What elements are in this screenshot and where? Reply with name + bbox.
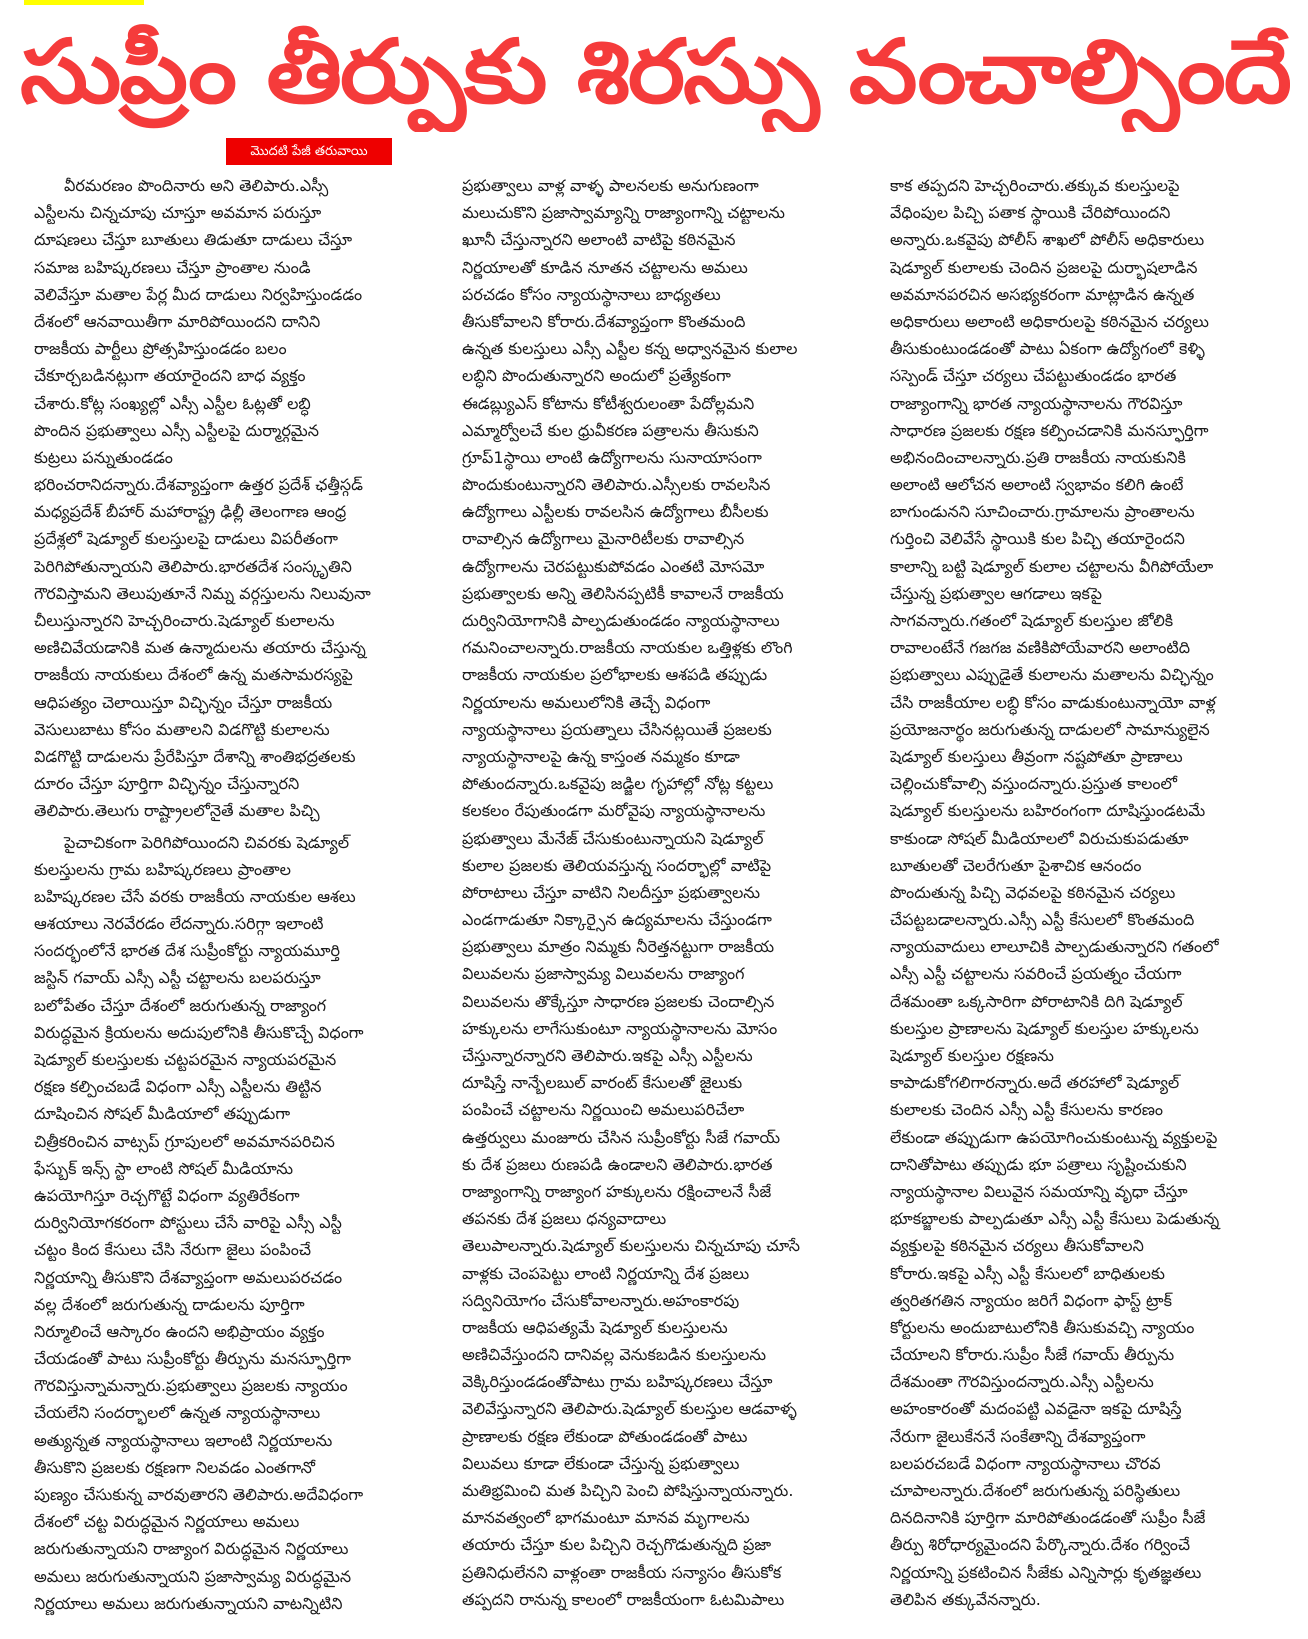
text-line: వల్ల దేశంలో జరుగుతున్న దాడులను పూర్తిగా xyxy=(34,1294,305,1314)
text-line: రక్షణ కల్పించబడే విధంగా ఎస్సీ ఎస్టీలను తిట్టిన xyxy=(34,1077,322,1097)
text-line: బలోపేతం చేస్తూ దేశంలో జరుగుతున్న రాజ్యాంగ xyxy=(34,995,327,1015)
text-line: అహంకారంతో మదంపట్టి ఎవడైనా ఇకపై దూషిస్తే xyxy=(890,1399,1182,1419)
text-line: తీసుకోవాలని కోరారు.దేశవ్యాప్తంగా కొంతమంది xyxy=(462,311,746,331)
text-line: దేశంలో చట్ట విరుద్ధమైన నిర్ణయాలు అమలు xyxy=(34,1512,300,1532)
text-line: గమనించాలన్నారు.రాజకీయ నాయకుల ఒత్తిళ్లకు లొంగి xyxy=(462,638,793,658)
text-line: అణిచివేస్తుందని దానివల్ల వెనుకబడిన కులస్తులను xyxy=(462,1345,767,1365)
text-line: బూతులతో చెలరేగుతూ పైశాచిక ఆనందం xyxy=(890,855,1142,875)
text-line: చీలుస్తున్నారని హెచ్చరించారు.షెడ్యూల్ కులాలను xyxy=(34,611,335,630)
text-line: ఎస్సీ ఎస్టీ చట్టాలను సవరించే ప్రయత్నం చేయగా xyxy=(890,964,1182,984)
text-line: విడగొట్టి దాడులను ప్రేరేపిస్తూ దేశాన్ని శాంతిభద్రతలకు xyxy=(34,746,356,766)
text-line: చేయడంతో పాటు సుప్రీంకోర్టు తీర్పును మనస్ఫూర్తిగా xyxy=(34,1349,352,1369)
text-line: న్యాయస్థానాలపై ఉన్న కాస్తంత నమ్మకం కూడా xyxy=(462,746,740,766)
text-line: సద్వినియోగం చేసుకోవాలన్నారు.అహంకారపు xyxy=(462,1290,740,1310)
text-line: తయారు చేస్తూ కుల పిచ్చిని రెచ్చగొడుతున్నది ప్రజా xyxy=(462,1535,772,1555)
text-line: ఉద్యోగాలు ఎస్టీలకు రావలసిన ఉద్యోగాలు బీసీలకు xyxy=(462,502,769,522)
text-line: పోరాటాలు చేస్తూ వాటిని నిలదీస్తూ ప్రభుత్వాలను xyxy=(462,882,761,902)
text-line: షెడ్యూల్ కులస్తులను బహిరంగంగా దూషిస్తుండటమే xyxy=(890,801,1206,821)
text-line: దానితోపాటు తప్పుడు భూ పత్రాలు సృష్టించుకుని xyxy=(890,1154,1187,1174)
text-line: కోరారు.ఇకపై ఎస్సీ ఎస్టీ కేసులలో బాధితులకు xyxy=(890,1263,1165,1283)
text-line: గుర్తించి వెలివేసే స్థాయికి కుల పిచ్చి తయారైందని xyxy=(890,529,1185,549)
text-line: తీసుకుంటుండడంతో పాటు ఏకంగా ఉద్యోగంలో కెళ్ళి xyxy=(890,339,1205,359)
text-line: వెక్కిరిస్తుండడంతోపాటు గ్రామ బహిష్కరణలు చేస్తూ xyxy=(462,1372,773,1392)
text-line: చట్టం కింద కేసులు చేసి నేరుగా జైలు పంపించే xyxy=(34,1240,311,1260)
text-line: ఉపయోగిస్తూ రెచ్చగొట్టే విధంగా వ్యతిరేకంగా xyxy=(34,1185,300,1205)
text-line: పొందిన ప్రభుత్వాలు ఎస్సీ ఎస్టీలపై దుర్మార్గమైన xyxy=(34,420,319,440)
text-line: ఆశయాలు నెరవేరడం లేదన్నారు.సరిగ్గా ఇలాంటి xyxy=(34,914,324,934)
text-line: నిర్ణయాలు అమలు జరుగుతున్నాయని వాటన్నిటిని xyxy=(34,1593,343,1613)
text-line: నిర్ణయాన్ని తీసుకొని దేశవ్యాప్తంగా అమలుపరచడం xyxy=(34,1267,343,1287)
text-line: దుర్వినియోగానికి పాల్పడుతుండడం న్యాయస్థానాలు xyxy=(462,611,780,630)
text-line: అణిచివేయడానికి మత ఉన్మాదులను తయారు చేస్తున్న xyxy=(34,638,366,658)
text-line: షెడ్యూల్ కులస్తుల రక్షణను xyxy=(890,1046,1054,1065)
text-line: అవమానపరచిన అసభ్యకరంగా మాట్లాడిన ఉన్నత xyxy=(890,284,1195,304)
text-line: పెరిగిపోతున్నాయని తెలిపారు.భారతదేశ సంస్కృతిని xyxy=(34,556,352,576)
text-line: దేశమంతా గౌరవిస్తుందన్నారు.ఎస్సీ ఎస్టీలను xyxy=(890,1372,1154,1392)
text-line: గ్రూప్1స్థాయి లాంటి ఉద్యోగాలను సునాయాసంగా xyxy=(462,447,762,467)
article-paragraph xyxy=(34,829,434,1617)
text-line: త్వరితగతిన న్యాయం జరిగే విధంగా ఫాస్ట్ ట్రాక్ xyxy=(890,1290,1172,1310)
text-line: తపనకు దేశ ప్రజలు ధన్యవాదాలు xyxy=(462,1209,667,1229)
text-line: ఉన్నత కులస్తులు ఎస్సీ ఎస్టీల కన్న అధ్వానమైన కులాల xyxy=(462,339,798,359)
text-line: ప్రభుత్వాలు మాత్రం నిమ్మకు నీరెత్తనట్టుగా రాజకీయ xyxy=(462,937,775,957)
text-line: నేరుగా జైలుకేననే సంకేతాన్ని దేశవ్యాప్తంగా xyxy=(890,1426,1146,1446)
text-line: కాపాడుకోగలిగారన్నారు.అదే తరహాలో షెడ్యూల్ xyxy=(890,1073,1180,1093)
text-line: దూషించిన సోషల్ మీడియాలో తప్పుడుగా xyxy=(34,1104,291,1124)
text-line: ఉత్తర్వులు మంజూరు చేసిన సుప్రీంకోర్టు సీజే గవాయ్ xyxy=(462,1127,781,1147)
text-line: షెడ్యూల్ కులాలకు చెందిన ప్రజలపై దుర్భాషలాడిన xyxy=(890,257,1198,277)
text-line: వీరమరణం పొందినారు అని తెలిపారు.ఎస్సీ xyxy=(64,176,329,195)
article-column-1 xyxy=(34,172,434,1632)
text-line: హక్కులను లాగేసుకుంటూ న్యాయస్థానాలను మోసం xyxy=(462,1018,778,1038)
text-line: అత్యున్నత న్యాయస్థానాలు ఇలాంటి నిర్ణయాలను xyxy=(34,1430,333,1450)
text-line: రావాలంటేనే గజగజ వణికిపోయేవారని అలాంటిది xyxy=(890,638,1191,658)
text-line: అమలు జరుగుతున్నాయని ప్రజాస్వామ్య విరుద్ధమైన xyxy=(34,1566,352,1586)
text-line: షెడ్యూల్ కులస్తులు తీవ్రంగా నష్టపోతూ ప్రాణాలు xyxy=(890,746,1183,766)
text-line: కులాల ప్రజలకు తెలియవస్తున్న సందర్భాల్లో వాటిపై xyxy=(462,855,772,875)
text-line: చిత్రీకరించిన వాట్సప్ గ్రూపులలో అవమానపరిచిన xyxy=(34,1131,335,1151)
article-column-2 xyxy=(462,172,862,1632)
text-line: వెలివేస్తున్నారని తెలిపారు.షెడ్యూల్ కులస్తుల ఆడవాళ్ళ xyxy=(462,1399,797,1419)
text-line: పుణ్యం చేసుకున్న వారవుతారని తెలిపారు.అదేవిధంగా xyxy=(34,1485,364,1504)
headline: సుప్రీం తీర్పుకు శిరస్సు వంచాల్సిందే xyxy=(20,20,1290,123)
text-line: భరించరానిదన్నారు.దేశవ్యాప్తంగా ఉత్తర ప్రదేశ్ ఛత్తీస్గడ్ xyxy=(34,475,363,495)
text-line: భూకబ్జాలకు పాల్పడుతూ ఎస్సీ ఎస్టీ కేసులు పెడుతున్న xyxy=(890,1209,1220,1229)
text-line: బహిష్కరణల చేసే వరకు రాజకీయ నాయకుల ఆశలు xyxy=(34,886,356,906)
text-line: వెసులుబాటు కోసం మతాలని విడగొట్టి కులాలను xyxy=(34,719,330,739)
text-line: విరుద్ధమైన క్రియలను అదుపులోనికి తీసుకొచ్చే విధంగా xyxy=(34,1022,364,1042)
text-line: కు దేశ ప్రజలు రుణపడి ఉండాలని తెలిపారు.భారత xyxy=(462,1154,773,1174)
text-line: రాజ్యాంగాన్ని భారత న్యాయస్థానాలను గౌరవిస్తూ xyxy=(890,393,1183,413)
text-line: దూషణలు చేస్తూ బూతులు తిడుతూ దాడులు చేస్తూ xyxy=(34,230,353,250)
text-line: కోర్టులను అందుబాటులోనికి తీసుకువచ్చి న్యాయం xyxy=(890,1317,1195,1337)
text-line: దినదినానికి పూర్తిగా మారిపోతుండడంతో సుప్రీం సీజే xyxy=(890,1508,1206,1528)
text-line: వెలివేస్తూ మతాల పేర్ల మీద దాడులు నిర్వహిస్తుండడం xyxy=(34,284,363,304)
text-line: న్యాయవాదులు లాలూచికి పాల్పడుతున్నారని గతంలో xyxy=(890,937,1219,957)
text-line: చేస్తున్న ప్రభుత్వాల ఆగడాలు ఇకపై xyxy=(890,583,1102,603)
text-line: నిర్ణయాలతో కూడిన నూతన చట్టాలను అమలు xyxy=(462,257,748,277)
text-line: ఎస్టీలను చిన్నచూపు చూస్తూ అవమాన పరుస్తూ xyxy=(34,203,322,223)
text-line: కలకలం రేపుతుండగా మరోవైపు న్యాయస్థానాలను xyxy=(462,801,766,821)
text-line: బలపరచబడే విధంగా న్యాయస్థానాలు చొరవ xyxy=(890,1453,1161,1473)
text-line: చెల్లించుకోవాల్సి వస్తుందన్నారు.ప్రస్తుత కాలంలో xyxy=(890,774,1177,794)
text-line: చేకూర్చబడినట్లుగా తయారైందని బాధ వ్యక్తం xyxy=(34,366,306,386)
text-line: విలువలను తొక్కేస్తూ సాధారణ ప్రజలకు చెందాల్సిన xyxy=(462,991,775,1011)
text-line: ఉద్యోగాలను చెరపట్టుకుపోవడం ఎంతటి మోసమో xyxy=(462,556,765,576)
text-line: విలువలను ప్రజాస్వామ్య విలువలను రాజ్యాంగ xyxy=(462,964,745,984)
text-line: ప్రతినిధులేనని వాళ్లంతా రాజకీయ సన్యాసం తీసుకోక xyxy=(462,1562,782,1582)
text-line: చేయలేని సందర్భాలలో ఉన్నత న్యాయస్థానాలు xyxy=(34,1403,321,1423)
text-line: ఈడబ్ల్యుఎస్ కోటాను కోటీశ్వరులంతా పేదోల్లమని xyxy=(462,393,755,413)
text-line: కులస్తులను గ్రామ బహిష్కరణలు ప్రాంతాల xyxy=(34,859,291,879)
text-line: తప్పదని రానున్న కాలంలో రాజకీయంగా ఓటమిపాలు xyxy=(462,1589,785,1609)
text-line: ఫేస్బుక్ ఇన్స్ స్టా లాంటి సోషల్ మీడియాను xyxy=(34,1158,293,1178)
text-line: వేధింపుల పిచ్చి పతాక స్థాయికి చేరిపోయిందని xyxy=(890,203,1171,223)
text-line: కులస్తుల ప్రాణాలను షెడ్యూల్ కులస్తుల హక్కులను xyxy=(890,1018,1199,1038)
text-line: పొందుకుంటున్నారని తెలిపారు.ఎస్సీలకు రావలసిన xyxy=(462,475,771,495)
text-line: పంపించే చట్టాలను నిర్ణయించి అమలుపరిచేలా xyxy=(462,1100,745,1120)
text-line: రాజకీయ నాయకుల ప్రలోభాలకు ఆశపడి తప్పుడు xyxy=(462,665,768,685)
text-line: కుట్రలు పన్నుతుండడం xyxy=(34,447,173,467)
text-line: సాధారణ ప్రజలకు రక్షణ కల్పించడానికి మనస్ఫూర్తిగా xyxy=(890,420,1209,440)
text-line: న్యాయస్థానాల విలువైన సమయాన్ని వృధా చేస్తూ xyxy=(890,1181,1188,1201)
text-line: కాక తప్పదని హెచ్చరించారు.తక్కువ కులస్తులపై xyxy=(890,176,1180,195)
text-line: తెలిపారు.తెలుగు రాష్ట్రాలలోనైతే మతాల పిచ్చి xyxy=(34,801,320,821)
article-paragraph xyxy=(34,172,434,825)
text-line: పరచడం కోసం న్యాయస్థానాలు బాధ్యతలు xyxy=(462,284,721,304)
text-line: ప్రభుత్వాలకు అన్ని తెలిసినప్పటికీ కావాలనే రాజకీయ xyxy=(462,583,784,603)
text-line: కాలాన్ని బట్టి షెడ్యూల్ కులాల చట్టాలను వీగిపోయేలా xyxy=(890,556,1214,576)
text-line: అభినందించాలన్నారు.ప్రతి రాజకీయ నాయకునికి xyxy=(890,447,1186,467)
text-line: దేశంలో ఆనవాయితీగా మారిపోయిందని దానిని xyxy=(34,311,321,331)
text-line: ఖూనీ చేస్తున్నారని అలాంటి వాటిపై కఠినమైన xyxy=(462,230,736,250)
text-line: ప్రాణాలకు రక్షణ లేకుండా పోతుండడంతో పాటు xyxy=(462,1426,748,1446)
section-tab-marker xyxy=(24,0,144,5)
text-line: మానవత్వంలో భాగమంటూ మానవ మృగాలను xyxy=(462,1508,750,1528)
text-line: ఎండగాడుతూ నిక్కార్సైన ఉద్యమాలను చేస్తుండగా xyxy=(462,910,772,930)
text-line: గౌరవిస్తామని తెలుపుతూనే నిమ్న వర్గస్తులను నిలువునా xyxy=(34,583,371,603)
text-line: విలువలు కూడా లేకుండా చేస్తున్న ప్రభుత్వాలు xyxy=(462,1453,740,1473)
text-line: రాజకీయ ఆధిపత్యమే షెడ్యూల్ కులస్తులను xyxy=(462,1317,728,1337)
text-line: తెలుపాలన్నారు.షెడ్యూల్ కులస్తులను చిన్నచూపు చూసే xyxy=(462,1236,800,1256)
text-line: మధ్యప్రదేశ్ బీహార్ మహారాష్ట్ర ఢిల్లీ తెలంగాణ ఆంధ్ర xyxy=(34,502,347,522)
text-line: ఆధిపత్యం చెలాయిస్తూ విచ్ఛిన్నం చేస్తూ రాజకీయ xyxy=(34,692,333,712)
text-line: మలుచుకొని ప్రజాస్వామ్యాన్ని రాజ్యాంగాన్ని చట్టాలను xyxy=(462,203,785,223)
text-line: వాళ్లకు చెంపపెట్టు లాంటి నిర్ణయాన్ని దేశ ప్రజలు xyxy=(462,1263,750,1283)
text-line: ప్రయోజనార్థం జరుగుతున్న దాడులలో సామాన్యులైన xyxy=(890,719,1210,739)
text-line: అధికారులు అలాంటి అధికారులపై కఠినమైన చర్యలు xyxy=(890,311,1209,331)
text-line: గౌరవిస్తున్నామన్నారు.ప్రభుత్వాలు ప్రజలకు న్యాయం xyxy=(34,1376,348,1396)
text-line: సందర్భంలోనే భారత దేశ సుప్రీంకోర్టు న్యాయమూర్తి xyxy=(34,941,340,961)
article-paragraph xyxy=(890,172,1290,1613)
text-line: రాజకీయ పార్టీలు ప్రోత్సహిస్తుండడం బలం xyxy=(34,339,287,359)
text-line: కులాలకు చెందిన ఎస్సీ ఎస్టీ కేసులను కారణం xyxy=(890,1100,1164,1120)
text-line: సస్పెండ్ చేస్తూ చర్యలు చేపట్టుతుండడం భారత xyxy=(890,366,1177,386)
text-line: మతిభ్రమించి మత పిచ్చిని పెంచి పోషిస్తున్నాయన్నారు. xyxy=(462,1481,794,1500)
text-line: తీర్పు శిరోధార్యమైందని పేర్కొన్నారు.దేశం గర్వించే xyxy=(890,1535,1191,1555)
text-line: కాకుండా సోషల్ మీడియాలలో విరుచుకుపడుతూ xyxy=(890,828,1189,848)
text-line: నిర్ణయాన్ని ప్రకటించిన సీజేకు ఎన్నిసార్లు కృతజ్ఞతలు xyxy=(890,1562,1202,1582)
text-line: న్యాయస్థానాలు ప్రయత్నాలు చేసినట్లయితే ప్రజలకు xyxy=(462,719,772,739)
text-line: ప్రదేశ్లలో షెడ్యూల్ కులస్తులపై దాడులు విపరీతంగా xyxy=(34,529,339,549)
text-line: రాజ్యాంగాన్ని రాజ్యాంగ హక్కులను రక్షించాలనే సీజే xyxy=(462,1181,772,1201)
text-line: బాగుండునని సూచించారు.గ్రామాలను ప్రాంతాలను xyxy=(890,502,1195,522)
text-line: దూరం చేస్తూ పూర్తిగా విచ్ఛిన్నం చేస్తున్నారని xyxy=(34,774,300,794)
text-line: ఎమ్మార్వోలచే కుల ధ్రువీకరణ పత్రాలను తీసుకుని xyxy=(462,420,759,440)
text-line: వ్యక్తులపై కఠినమైన చర్యలు తీసుకోవాలని xyxy=(890,1236,1144,1256)
text-line: ప్రభుత్వాలు ఎప్పుడైతే కులాలను మతాలను విచ్ఛిన్నం xyxy=(890,665,1214,685)
text-line: నిర్మూలించే ఆస్కారం ఉందని అభిప్రాయం వ్యక్తం xyxy=(34,1321,325,1341)
text-line: చేశారు.కోట్ల సంఖ్యల్లో ఎస్సీ ఎస్టీల ఓట్లతో లబ్ధి xyxy=(34,393,311,413)
text-line: తీసుకొని ప్రజలకు రక్షణగా నిలవడం ఎంతగానో xyxy=(34,1457,316,1477)
text-line: ప్రభుత్వాలు మేనేజ్ చేసుకుంటున్నాయని షెడ్యూల్ xyxy=(462,828,764,848)
text-line: ప్రభుత్వాలు వాళ్ల వాళ్ళ పాలనలకు అనుగుణంగా xyxy=(462,176,759,195)
text-line: జస్టిన్ గవాయ్ ఎస్సీ ఎస్టీ చట్టాలను బలపరుస్తూ xyxy=(34,968,321,988)
text-line: నిర్ణయాలను అమలులోనికి తెచ్చే విధంగా xyxy=(462,692,711,712)
text-line: పొందుతున్న పిచ్చి వెధవలపై కఠినమైన చర్యలు xyxy=(890,882,1176,902)
headline-banner xyxy=(20,12,1290,132)
text-line: అలాంటి ఆలోచన అలాంటి స్వభావం కలిగి ఉంటే xyxy=(890,475,1184,495)
text-line: సమాజ బహిష్కరణలు చేస్తూ ప్రాంతాల నుండి xyxy=(34,257,311,277)
text-line: సాగవన్నారు.గతంలో షెడ్యూల్ కులస్తుల జోలికి xyxy=(890,611,1174,630)
article-paragraph xyxy=(462,172,862,1613)
text-line: చేసి రాజకీయాల లబ్ధి కోసం వాడుకుంటున్నాయో వాళ్ల xyxy=(890,692,1216,712)
text-line: చేయాలని కోరారు.సుప్రీం సీజే గవాయ్ తీర్పును xyxy=(890,1345,1175,1365)
text-line: అన్నారు.ఒకవైపు పోలీస్ శాఖలో పోలీస్ అధికారులు xyxy=(890,230,1205,250)
text-line: పైచాచికంగా పెరిగిపోయిందని చివరకు షెడ్యూల్ xyxy=(64,832,350,852)
text-line: చేపట్టబడాలన్నారు.ఎస్సీ ఎస్టీ కేసులలో కొంతమంది xyxy=(890,910,1195,930)
article-column-3 xyxy=(890,172,1290,1632)
text-line: జరుగుతున్నాయని రాజ్యాంగ విరుద్ధమైన నిర్ణయాలు xyxy=(34,1539,349,1559)
text-line: షెడ్యూల్ కులస్తులకు చట్టపరమైన న్యాయపరమైన xyxy=(34,1050,337,1069)
text-line: దుర్వినియోగకరంగా పోస్టులు చేసే వారిపై ఎస్సీ ఎస్టీ xyxy=(34,1213,342,1233)
text-line: దూషిస్తే నాన్బేలబుల్ వారంట్ కేసులతో జైలుకు xyxy=(462,1073,743,1093)
continued-from-front-page-label: మొదటి పేజీ తరువాయి xyxy=(226,138,392,165)
text-line: తెలిపిన తక్కువేనన్నారు. xyxy=(890,1589,1041,1609)
text-line: లేకుండా తప్పుడుగా ఉపయోగించుకుంటున్న వ్యక్తులపై xyxy=(890,1127,1218,1147)
text-line: చేస్తున్నారన్నారని తెలిపారు.ఇకపై ఎస్సీ ఎస్టీలను xyxy=(462,1046,753,1065)
text-line: పోతుందన్నారు.ఒకవైపు జడ్జిల గృహాల్లో నోట్ల కట్టలు xyxy=(462,774,774,794)
text-line: లబ్ధిని పొందుతున్నారని అందులో ప్రత్యేకంగా xyxy=(462,366,731,386)
text-line: చూపాలన్నారు.దేశంలో జరుగుతున్న పరిస్థితులు xyxy=(890,1481,1181,1500)
text-line: రావాల్సిన ఉద్యోగాలు మైనారిటీలకు రావాల్సిన xyxy=(462,529,745,549)
article-body xyxy=(0,172,1308,1634)
text-line: రాజకీయ నాయకులు దేశంలో ఉన్న మతసామరస్యపై xyxy=(34,665,353,685)
text-line: దేశమంతా ఒక్కసారిగా పోరాటానికి దిగి షెడ్యూల్ xyxy=(890,991,1183,1011)
